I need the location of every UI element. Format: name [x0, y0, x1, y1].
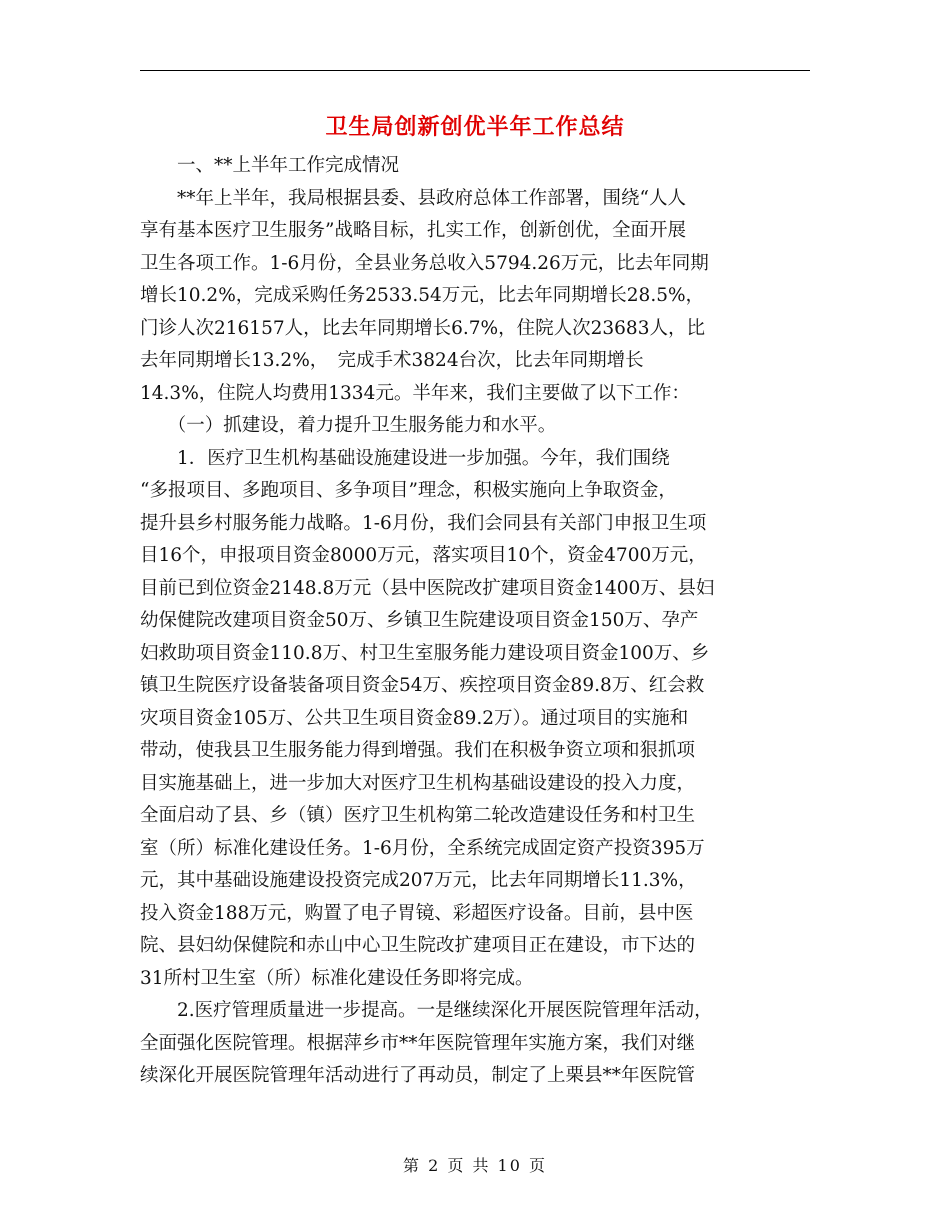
body-line: “多报项目、多跑项目、多争项目”理念，积极实施向上争取资金，	[140, 480, 677, 501]
body-line: 增长10.2%，完成采购任务2533.54万元，比去年同期增长28.5%，	[140, 285, 705, 306]
body-line: 门诊人次216157人，比去年同期增长6.7%，住院人次23683人，比	[140, 317, 705, 339]
body-line: 灾项目资金105万、公共卫生项目资金89.2万）。通过项目的实施和	[140, 707, 689, 729]
body-line: 享有基本医疗卫生服务”战略目标，扎实工作，创新创优，全面开展	[140, 220, 686, 241]
body-line: 目实施基础上，进一步加大对医疗卫生机构基础设建设的投入力度，	[140, 772, 696, 794]
body-line: 一、**上半年工作完成情况	[140, 155, 400, 176]
body-line: **年上半年，我局根据县委、县政府总体工作部署，围绕“人人	[140, 187, 686, 209]
body-line: 幼保健院改建项目资金50万、乡镇卫生院建设项目资金150万、孕产	[140, 610, 699, 631]
body-line: 卫生各项工作。1-6月份，全县业务总收入5794.26万元，比去年同期	[140, 252, 709, 274]
body-line: 全面启动了县、乡（镇）医疗卫生机构第二轮改造建设任务和村卫生	[140, 805, 696, 826]
body-line: 室（所）标准化建设任务。1-6月份，全系统完成固定资产投资395万	[140, 837, 705, 859]
body-line: 镇卫生院医疗设备装备项目资金54万、疾控项目资金89.8万、红会救	[140, 675, 705, 696]
body-line: 妇救助项目资金110.8万、村卫生室服务能力建设项目资金100万、乡	[140, 642, 710, 664]
page-footer: 第 2 页 共 10 页	[403, 1156, 547, 1175]
body-line: （一）抓建设，着力提升卫生服务能力和水平。	[140, 415, 557, 436]
body-line: 元，其中基础设施建设投资完成207万元，比去年同期增长11.3%，	[140, 870, 697, 891]
body-line: 提升县乡村服务能力战略。1-6月份，我们会同县有关部门申报卫生项	[140, 512, 707, 534]
document-body	[140, 150, 810, 1093]
body-line: 投入资金188万元，购置了电子胃镜、彩超医疗设备。目前，县中医	[140, 902, 694, 924]
body-line: 目前已到位资金2148.8万元（县中医院改扩建项目资金1400万、县妇	[140, 577, 715, 599]
body-line: 续深化开展医院管理年活动进行了再动员，制定了上栗县**年医院管	[140, 1065, 696, 1086]
body-line: 1．医疗卫生机构基础设施建设进一步加强。今年，我们围绕	[140, 447, 670, 469]
body-line: 14.3%，住院人均费用1334元。半年来，我们主要做了以下工作：	[140, 382, 690, 404]
body-line: 带动，使我县卫生服务能力得到增强。我们在积极争资立项和狠抓项	[140, 740, 696, 761]
body-line: 31所村卫生室（所）标准化建设任务即将完成。	[140, 967, 534, 989]
body-line: 全面强化医院管理。根据萍乡市**年医院管理年实施方案，我们对继	[140, 1032, 696, 1054]
body-line: 院、县妇幼保健院和赤山中心卫生院改扩建项目正在建设，市下达的	[140, 935, 696, 956]
body-line: 去年同期增长13.2%， 完成手术3824台次，比去年同期增长	[140, 350, 644, 371]
body-line: 2.医疗管理质量进一步提高。一是继续深化开展医院管理年活动，	[140, 1000, 713, 1021]
body-line: 目16个，申报项目资金8000万元，落实项目10个，资金4700万元，	[140, 545, 707, 566]
document-title: 卫生局创新创优半年工作总结	[325, 114, 625, 140]
header-rule	[140, 70, 810, 71]
